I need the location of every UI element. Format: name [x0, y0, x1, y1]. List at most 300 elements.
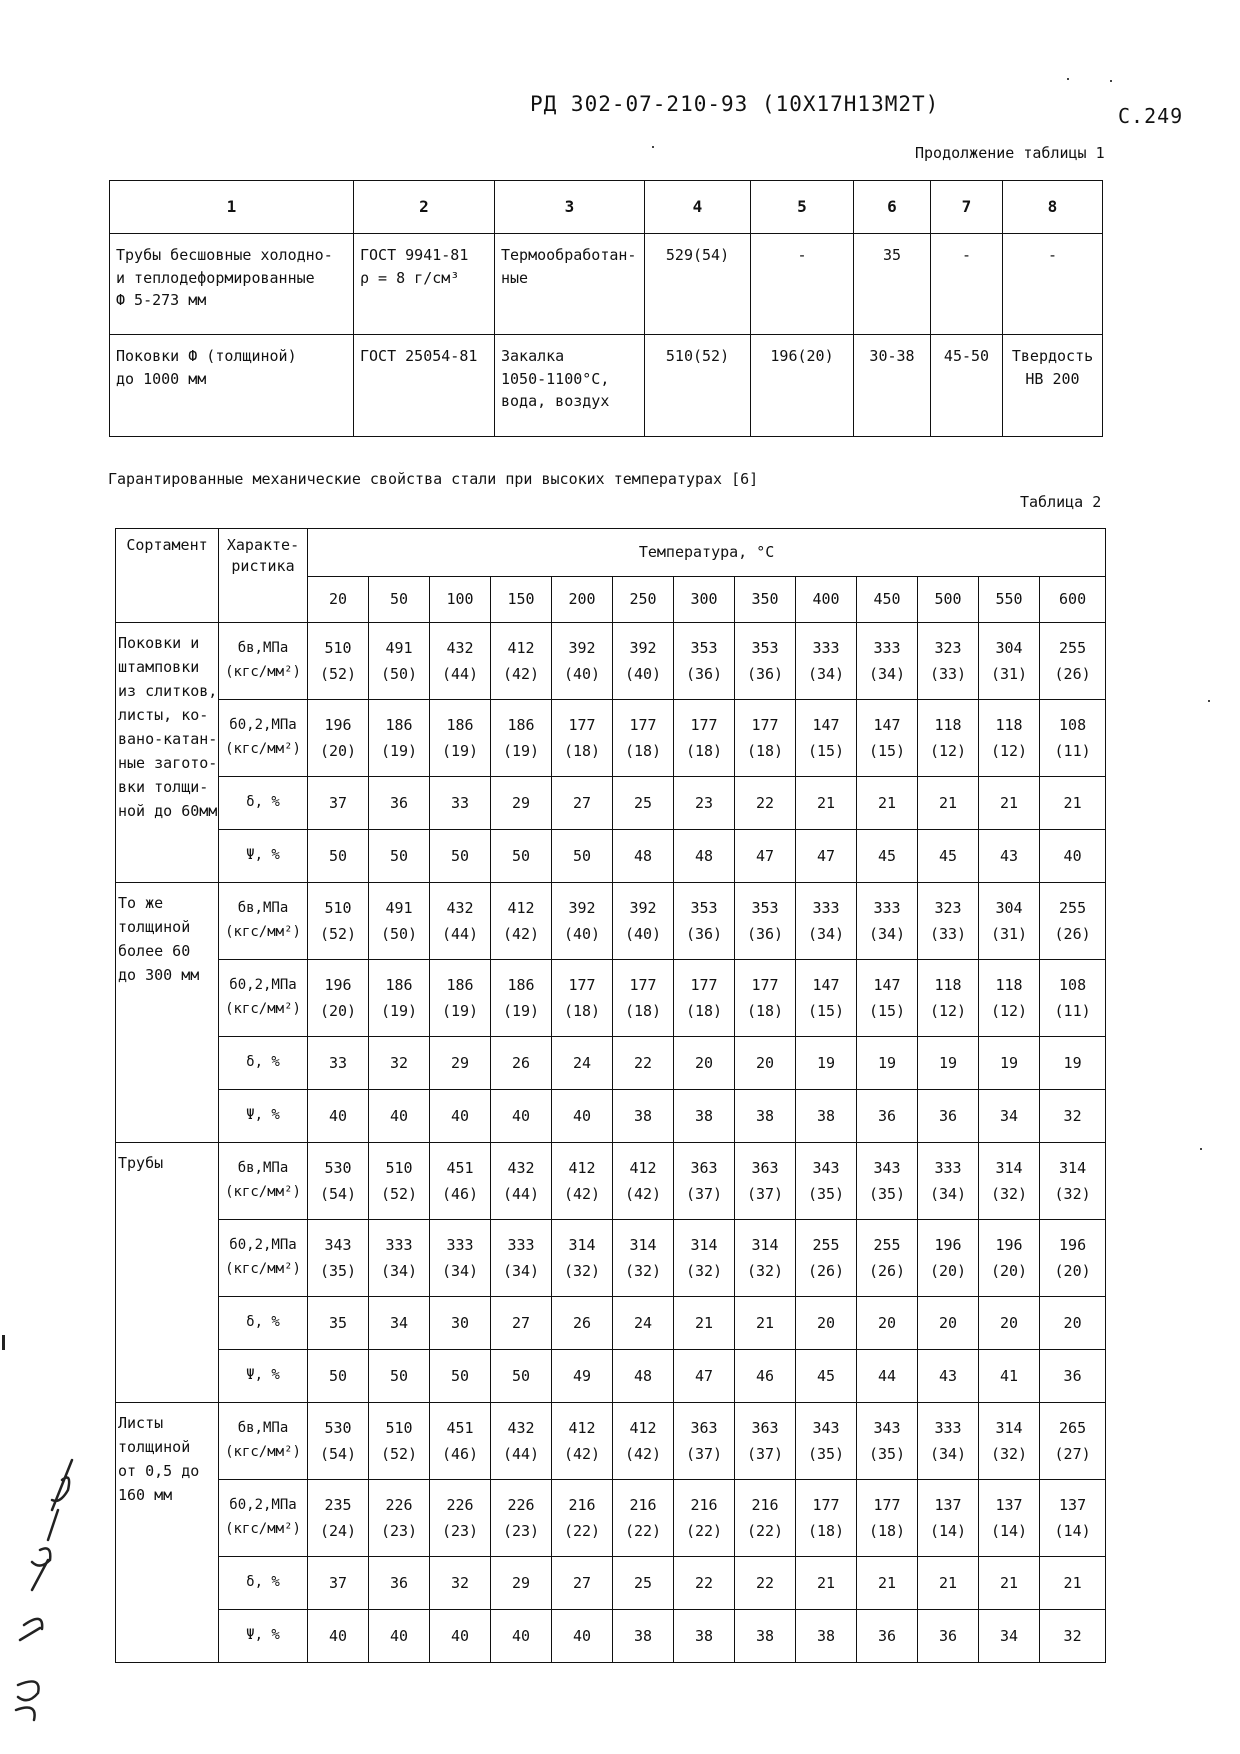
value-cell: 333 (34) — [918, 1403, 979, 1480]
value-cell: 40 — [430, 1090, 491, 1143]
table2-header-row — [116, 529, 1106, 577]
value-cell: 50 — [552, 830, 613, 883]
value-cell: 392 (40) — [613, 883, 674, 960]
value-cell: 22 — [613, 1037, 674, 1090]
value-cell: 24 — [613, 1297, 674, 1350]
value-cell: 392 (40) — [552, 883, 613, 960]
value-cell: 25 — [613, 777, 674, 830]
value-cell: 177 (18) — [735, 700, 796, 777]
value-cell: 38 — [613, 1610, 674, 1663]
value-cell: 50 — [491, 830, 552, 883]
value-cell: 226 (23) — [430, 1480, 491, 1557]
value-cell: 21 — [674, 1297, 735, 1350]
scan-mark — [2, 1335, 5, 1350]
value-cell: 353 (36) — [674, 883, 735, 960]
table-row — [116, 777, 1106, 830]
value-cell: 37 — [308, 777, 369, 830]
table-row — [116, 1090, 1106, 1143]
table1-cell: 30-38 — [854, 335, 931, 437]
value-cell: 432 (44) — [430, 623, 491, 700]
value-cell: 45 — [918, 830, 979, 883]
value-cell: 40 — [491, 1090, 552, 1143]
value-cell: 412 (42) — [491, 623, 552, 700]
value-cell: 26 — [491, 1037, 552, 1090]
value-cell: 314 (32) — [979, 1143, 1040, 1220]
value-cell: 38 — [735, 1610, 796, 1663]
sortament-cell: Листы толщиной от 0,5 до 160 мм — [116, 1403, 219, 1663]
value-cell: 216 (22) — [674, 1480, 735, 1557]
value-cell: 108 (11) — [1040, 700, 1106, 777]
value-cell: 47 — [674, 1350, 735, 1403]
characteristic-cell: δ, % — [219, 1557, 308, 1610]
value-cell: 314 (32) — [979, 1403, 1040, 1480]
table-row — [116, 1350, 1106, 1403]
table-row — [116, 1037, 1106, 1090]
value-cell: 21 — [735, 1297, 796, 1350]
value-cell: 21 — [918, 1557, 979, 1610]
value-cell: 21 — [1040, 777, 1106, 830]
value-cell: 255 (26) — [796, 1220, 857, 1297]
value-cell: 265 (27) — [1040, 1403, 1106, 1480]
characteristic-cell: б0,2,МПа (кгс/мм²) — [219, 700, 308, 777]
table1-cell: 196(20) — [751, 335, 854, 437]
table1-col-header: 5 — [751, 181, 854, 234]
table1-cell: - — [931, 234, 1003, 335]
table2 — [115, 528, 1106, 1663]
value-cell: 363 (37) — [674, 1403, 735, 1480]
value-cell: 147 (15) — [796, 700, 857, 777]
value-cell: 216 (22) — [735, 1480, 796, 1557]
value-cell: 118 (12) — [918, 700, 979, 777]
value-cell: 510 (52) — [369, 1143, 430, 1220]
value-cell: 21 — [796, 1557, 857, 1610]
characteristic-cell: б0,2,МПа (кгс/мм²) — [219, 1480, 308, 1557]
value-cell: 50 — [369, 1350, 430, 1403]
value-cell: 45 — [857, 830, 918, 883]
value-cell: 314 (32) — [735, 1220, 796, 1297]
sortament-cell: Поковки и штамповки из слитков, листы, ко- вано-катан- ные загото- вки толщи- ной до 60мм — [116, 623, 219, 883]
value-cell: 21 — [857, 777, 918, 830]
temperature-header: 550 — [979, 577, 1040, 623]
scan-speck — [1200, 1148, 1202, 1150]
value-cell: 21 — [1040, 1557, 1106, 1610]
value-cell: 412 (42) — [613, 1403, 674, 1480]
value-cell: 37 — [308, 1557, 369, 1610]
temperature-header: 100 — [430, 577, 491, 623]
value-cell: 226 (23) — [369, 1480, 430, 1557]
value-cell: 186 (19) — [430, 700, 491, 777]
value-cell: 50 — [491, 1350, 552, 1403]
table-row — [116, 1403, 1106, 1480]
value-cell: 44 — [857, 1350, 918, 1403]
value-cell: 38 — [796, 1090, 857, 1143]
value-cell: 29 — [491, 1557, 552, 1610]
characteristic-cell: б0,2,МПа (кгс/мм²) — [219, 960, 308, 1037]
value-cell: 177 (18) — [857, 1480, 918, 1557]
table1-cell: 35 — [854, 234, 931, 335]
value-cell: 118 (12) — [979, 960, 1040, 1037]
scan-speck — [1208, 700, 1210, 702]
value-cell: 34 — [369, 1297, 430, 1350]
value-cell: 46 — [735, 1350, 796, 1403]
characteristic-cell: Ψ, % — [219, 830, 308, 883]
value-cell: 40 — [552, 1610, 613, 1663]
value-cell: 451 (46) — [430, 1403, 491, 1480]
value-cell: 32 — [1040, 1090, 1106, 1143]
value-cell: 19 — [979, 1037, 1040, 1090]
sortament-cell: То же толщиной более 60 до 300 мм — [116, 883, 219, 1143]
value-cell: 177 (18) — [735, 960, 796, 1037]
value-cell: 530 (54) — [308, 1403, 369, 1480]
value-cell: 35 — [308, 1297, 369, 1350]
value-cell: 22 — [735, 777, 796, 830]
table1-cell: - — [1003, 234, 1103, 335]
value-cell: 530 (54) — [308, 1143, 369, 1220]
value-cell: 25 — [613, 1557, 674, 1610]
value-cell: 177 (18) — [613, 960, 674, 1037]
table1-cell: ГОСТ 25054-81 — [354, 335, 495, 437]
table-row — [110, 335, 1103, 437]
value-cell: 333 (34) — [857, 623, 918, 700]
value-cell: 38 — [674, 1090, 735, 1143]
value-cell: 412 (42) — [552, 1403, 613, 1480]
value-cell: 23 — [674, 777, 735, 830]
value-cell: 40 — [369, 1610, 430, 1663]
value-cell: 304 (31) — [979, 883, 1040, 960]
table1-col-header: 1 — [110, 181, 354, 234]
value-cell: 32 — [369, 1037, 430, 1090]
value-cell: 48 — [613, 1350, 674, 1403]
table1-cell: Закалка 1050-1100°С, вода, воздух — [495, 335, 645, 437]
value-cell: 40 — [308, 1610, 369, 1663]
scan-speck — [1067, 78, 1069, 80]
value-cell: 36 — [857, 1610, 918, 1663]
value-cell: 196 (20) — [308, 960, 369, 1037]
value-cell: 343 (35) — [857, 1143, 918, 1220]
value-cell: 20 — [674, 1037, 735, 1090]
value-cell: 255 (26) — [1040, 623, 1106, 700]
table1-col-header: 6 — [854, 181, 931, 234]
value-cell: 34 — [979, 1090, 1040, 1143]
value-cell: 21 — [918, 777, 979, 830]
value-cell: 186 (19) — [491, 700, 552, 777]
value-cell: 33 — [430, 777, 491, 830]
value-cell: 38 — [735, 1090, 796, 1143]
value-cell: 510 (52) — [308, 883, 369, 960]
value-cell: 177 (18) — [674, 700, 735, 777]
value-cell: 333 (34) — [369, 1220, 430, 1297]
table1-cell: Термообработан- ные — [495, 234, 645, 335]
value-cell: 50 — [308, 830, 369, 883]
value-cell: 216 (22) — [613, 1480, 674, 1557]
temperature-header: 400 — [796, 577, 857, 623]
value-cell: 24 — [552, 1037, 613, 1090]
value-cell: 177 (18) — [613, 700, 674, 777]
temperature-header: 20 — [308, 577, 369, 623]
temperature-header: 200 — [552, 577, 613, 623]
value-cell: 36 — [1040, 1350, 1106, 1403]
value-cell: 177 (18) — [552, 960, 613, 1037]
header-temperature: Температура, °С — [308, 529, 1106, 577]
value-cell: 392 (40) — [552, 623, 613, 700]
value-cell: 22 — [674, 1557, 735, 1610]
value-cell: 20 — [918, 1297, 979, 1350]
value-cell: 32 — [430, 1557, 491, 1610]
value-cell: 510 (52) — [308, 623, 369, 700]
value-cell: 137 (14) — [918, 1480, 979, 1557]
value-cell: 47 — [735, 830, 796, 883]
temperature-header: 450 — [857, 577, 918, 623]
value-cell: 34 — [979, 1610, 1040, 1663]
value-cell: 36 — [857, 1090, 918, 1143]
value-cell: 147 (15) — [857, 960, 918, 1037]
value-cell: 432 (44) — [491, 1403, 552, 1480]
page-number: С.249 — [1118, 104, 1184, 128]
value-cell: 38 — [674, 1610, 735, 1663]
value-cell: 314 (32) — [674, 1220, 735, 1297]
temperature-header: 150 — [491, 577, 552, 623]
value-cell: 22 — [735, 1557, 796, 1610]
value-cell: 21 — [857, 1557, 918, 1610]
value-cell: 333 (34) — [430, 1220, 491, 1297]
table1-cell: 45-50 — [931, 335, 1003, 437]
value-cell: 333 (34) — [918, 1143, 979, 1220]
value-cell: 50 — [430, 830, 491, 883]
value-cell: 177 (18) — [796, 1480, 857, 1557]
value-cell: 323 (33) — [918, 883, 979, 960]
characteristic-cell: бв,МПа (кгс/мм²) — [219, 623, 308, 700]
value-cell: 196 (20) — [918, 1220, 979, 1297]
table-row — [116, 1297, 1106, 1350]
value-cell: 432 (44) — [491, 1143, 552, 1220]
table1-cell: - — [751, 234, 854, 335]
table1-header-row — [110, 181, 1103, 234]
value-cell: 21 — [796, 777, 857, 830]
value-cell: 40 — [369, 1090, 430, 1143]
value-cell: 412 (42) — [491, 883, 552, 960]
value-cell: 43 — [979, 830, 1040, 883]
table2-title: Гарантированные механические свойства стали при высоких температурах [6] — [108, 470, 759, 488]
value-cell: 451 (46) — [430, 1143, 491, 1220]
value-cell: 118 (12) — [918, 960, 979, 1037]
table-row — [116, 883, 1106, 960]
value-cell: 40 — [552, 1090, 613, 1143]
value-cell: 363 (37) — [735, 1143, 796, 1220]
value-cell: 363 (37) — [735, 1403, 796, 1480]
value-cell: 412 (42) — [613, 1143, 674, 1220]
value-cell: 343 (35) — [308, 1220, 369, 1297]
value-cell: 333 (34) — [796, 623, 857, 700]
table1-col-header: 2 — [354, 181, 495, 234]
table1-cell: Трубы бесшовные холодно- и теплодеформированные Ф 5-273 мм — [110, 234, 354, 335]
value-cell: 432 (44) — [430, 883, 491, 960]
temperature-header: 250 — [613, 577, 674, 623]
value-cell: 47 — [796, 830, 857, 883]
value-cell: 32 — [1040, 1610, 1106, 1663]
header-sortament: Сортамент — [116, 529, 219, 623]
value-cell: 50 — [308, 1350, 369, 1403]
value-cell: 20 — [735, 1037, 796, 1090]
scan-speck — [652, 146, 654, 148]
value-cell: 33 — [308, 1037, 369, 1090]
table-row — [116, 1557, 1106, 1610]
value-cell: 491 (50) — [369, 623, 430, 700]
value-cell: 40 — [491, 1610, 552, 1663]
value-cell: 20 — [979, 1297, 1040, 1350]
value-cell: 20 — [1040, 1297, 1106, 1350]
value-cell: 50 — [430, 1350, 491, 1403]
value-cell: 48 — [613, 830, 674, 883]
document-code: РД 302-07-210-93 (10Х17Н13М2Т) — [530, 92, 940, 116]
value-cell: 38 — [613, 1090, 674, 1143]
temperature-header: 600 — [1040, 577, 1106, 623]
sortament-cell: Трубы — [116, 1143, 219, 1403]
table-row — [110, 234, 1103, 335]
characteristic-cell: бв,МПа (кгс/мм²) — [219, 883, 308, 960]
temperature-header: 350 — [735, 577, 796, 623]
value-cell: 27 — [552, 777, 613, 830]
value-cell: 137 (14) — [1040, 1480, 1106, 1557]
table-row — [116, 960, 1106, 1037]
value-cell: 353 (36) — [735, 623, 796, 700]
value-cell: 177 (18) — [674, 960, 735, 1037]
value-cell: 196 (20) — [1040, 1220, 1106, 1297]
value-cell: 19 — [857, 1037, 918, 1090]
value-cell: 27 — [552, 1557, 613, 1610]
value-cell: 196 (20) — [979, 1220, 1040, 1297]
characteristic-cell: б0,2,МПа (кгс/мм²) — [219, 1220, 308, 1297]
table-row — [116, 623, 1106, 700]
value-cell: 314 (32) — [1040, 1143, 1106, 1220]
table1 — [109, 180, 1103, 437]
value-cell: 314 (32) — [552, 1220, 613, 1297]
table-row — [116, 830, 1106, 883]
table-row — [116, 1143, 1106, 1220]
characteristic-cell: δ, % — [219, 777, 308, 830]
value-cell: 38 — [796, 1610, 857, 1663]
value-cell: 19 — [796, 1037, 857, 1090]
value-cell: 50 — [369, 830, 430, 883]
temperature-header: 500 — [918, 577, 979, 623]
table1-col-header: 8 — [1003, 181, 1103, 234]
table1-cell: Поковки Ф (толщиной) до 1000 мм — [110, 335, 354, 437]
value-cell: 26 — [552, 1297, 613, 1350]
value-cell: 118 (12) — [979, 700, 1040, 777]
continuation-note: Продолжение таблицы 1 — [915, 144, 1105, 162]
value-cell: 45 — [796, 1350, 857, 1403]
table-row — [116, 1610, 1106, 1663]
characteristic-cell: Ψ, % — [219, 1350, 308, 1403]
value-cell: 27 — [491, 1297, 552, 1350]
value-cell: 19 — [1040, 1037, 1106, 1090]
value-cell: 363 (37) — [674, 1143, 735, 1220]
characteristic-cell: бв,МПа (кгс/мм²) — [219, 1403, 308, 1480]
value-cell: 40 — [308, 1090, 369, 1143]
value-cell: 40 — [1040, 830, 1106, 883]
value-cell: 186 (19) — [491, 960, 552, 1037]
value-cell: 29 — [430, 1037, 491, 1090]
value-cell: 353 (36) — [735, 883, 796, 960]
value-cell: 48 — [674, 830, 735, 883]
value-cell: 29 — [491, 777, 552, 830]
table1-col-header: 7 — [931, 181, 1003, 234]
table-row — [116, 1220, 1106, 1297]
value-cell: 177 (18) — [552, 700, 613, 777]
value-cell: 333 (34) — [796, 883, 857, 960]
characteristic-cell: δ, % — [219, 1037, 308, 1090]
value-cell: 343 (35) — [857, 1403, 918, 1480]
value-cell: 323 (33) — [918, 623, 979, 700]
handwritten-signature — [10, 1440, 100, 1740]
characteristic-cell: бв,МПа (кгс/мм²) — [219, 1143, 308, 1220]
value-cell: 36 — [369, 777, 430, 830]
value-cell: 186 (19) — [369, 700, 430, 777]
value-cell: 30 — [430, 1297, 491, 1350]
value-cell: 108 (11) — [1040, 960, 1106, 1037]
value-cell: 491 (50) — [369, 883, 430, 960]
value-cell: 49 — [552, 1350, 613, 1403]
value-cell: 19 — [918, 1037, 979, 1090]
value-cell: 196 (20) — [308, 700, 369, 777]
value-cell: 40 — [430, 1610, 491, 1663]
value-cell: 186 (19) — [369, 960, 430, 1037]
value-cell: 392 (40) — [613, 623, 674, 700]
value-cell: 226 (23) — [491, 1480, 552, 1557]
value-cell: 343 (35) — [796, 1403, 857, 1480]
table1-cell: 510(52) — [645, 335, 751, 437]
table-row — [116, 700, 1106, 777]
value-cell: 147 (15) — [857, 700, 918, 777]
table1-cell: Твердость НВ 200 — [1003, 335, 1103, 437]
value-cell: 304 (31) — [979, 623, 1040, 700]
temperature-header: 50 — [369, 577, 430, 623]
value-cell: 314 (32) — [613, 1220, 674, 1297]
temperature-header: 300 — [674, 577, 735, 623]
table2-label: Таблица 2 — [1020, 493, 1102, 511]
value-cell: 353 (36) — [674, 623, 735, 700]
value-cell: 412 (42) — [552, 1143, 613, 1220]
value-cell: 333 (34) — [857, 883, 918, 960]
value-cell: 43 — [918, 1350, 979, 1403]
value-cell: 41 — [979, 1350, 1040, 1403]
table1-col-header: 3 — [495, 181, 645, 234]
value-cell: 255 (26) — [1040, 883, 1106, 960]
table-row — [116, 1480, 1106, 1557]
table1-cell: ГОСТ 9941-81 ρ = 8 г/см³ — [354, 234, 495, 335]
value-cell: 343 (35) — [796, 1143, 857, 1220]
value-cell: 20 — [796, 1297, 857, 1350]
value-cell: 20 — [857, 1297, 918, 1350]
value-cell: 21 — [979, 1557, 1040, 1610]
value-cell: 216 (22) — [552, 1480, 613, 1557]
value-cell: 186 (19) — [430, 960, 491, 1037]
header-characteristic: Характе- ристика — [219, 529, 308, 623]
characteristic-cell: δ, % — [219, 1297, 308, 1350]
table1-col-header: 4 — [645, 181, 751, 234]
value-cell: 137 (14) — [979, 1480, 1040, 1557]
value-cell: 333 (34) — [491, 1220, 552, 1297]
value-cell: 255 (26) — [857, 1220, 918, 1297]
table1-cell: 529(54) — [645, 234, 751, 335]
scan-speck — [1110, 80, 1112, 82]
value-cell: 147 (15) — [796, 960, 857, 1037]
value-cell: 235 (24) — [308, 1480, 369, 1557]
value-cell: 36 — [918, 1610, 979, 1663]
characteristic-cell: Ψ, % — [219, 1610, 308, 1663]
characteristic-cell: Ψ, % — [219, 1090, 308, 1143]
value-cell: 21 — [979, 777, 1040, 830]
value-cell: 510 (52) — [369, 1403, 430, 1480]
